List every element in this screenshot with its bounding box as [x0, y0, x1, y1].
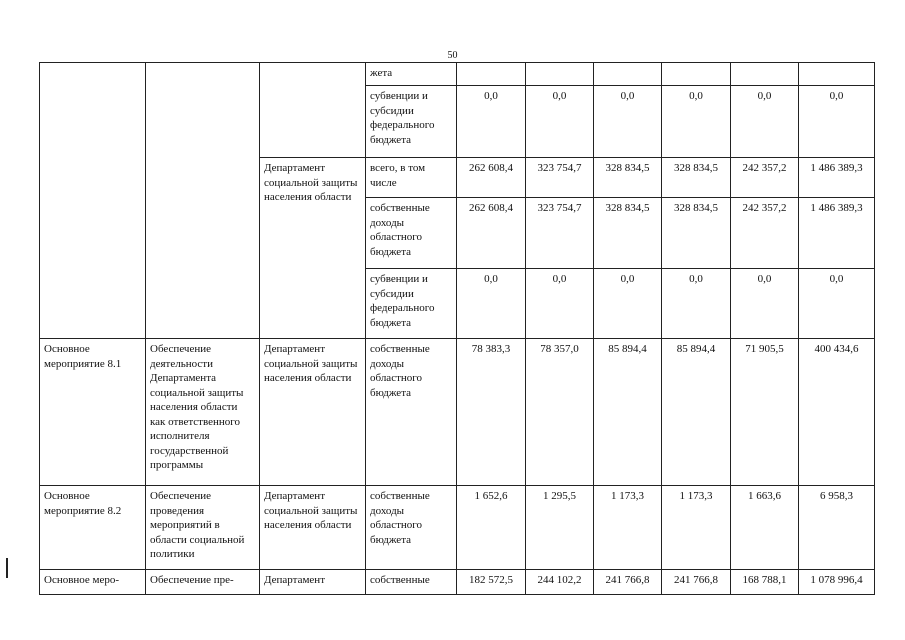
department-cell: Департамент социальной защиты населения области	[260, 339, 366, 486]
value-cell: 0,0	[594, 86, 662, 158]
value-cell: 328 834,5	[594, 158, 662, 198]
department-cell: Департамент социальной защиты населения области	[260, 486, 366, 570]
value-cell: 262 608,4	[457, 158, 526, 198]
value-cell	[731, 63, 799, 86]
value-cell: 1 173,3	[594, 486, 662, 570]
value-cell: 0,0	[594, 269, 662, 339]
value-cell: 0,0	[799, 269, 875, 339]
description-cell	[146, 63, 260, 339]
table-row	[40, 486, 875, 570]
value-cell: 328 834,5	[662, 158, 731, 198]
funding-source-cell: субвенции и субсидии федерального бюджета	[366, 269, 457, 339]
value-cell: 0,0	[457, 269, 526, 339]
value-cell: 241 766,8	[594, 570, 662, 595]
funding-source-cell: собственные доходы областного бюджета	[366, 339, 457, 486]
value-cell	[662, 63, 731, 86]
table-row	[40, 339, 875, 486]
value-cell: 323 754,7	[526, 198, 594, 269]
funding-source-cell: собственные	[366, 570, 457, 595]
funding-source-cell: субвенции и субсидии федерального бюджета	[366, 86, 457, 158]
funding-source-cell: собственные доходы областного бюджета	[366, 198, 457, 269]
value-cell: 328 834,5	[662, 198, 731, 269]
value-cell	[457, 63, 526, 86]
value-cell: 0,0	[799, 86, 875, 158]
value-cell: 242 357,2	[731, 158, 799, 198]
value-cell: 6 958,3	[799, 486, 875, 570]
value-cell: 262 608,4	[457, 198, 526, 269]
value-cell	[799, 63, 875, 86]
description-cell: Обеспечение пре-	[146, 570, 260, 595]
department-cell	[260, 63, 366, 158]
value-cell: 1 078 996,4	[799, 570, 875, 595]
value-cell: 1 652,6	[457, 486, 526, 570]
value-cell: 1 486 389,3	[799, 158, 875, 198]
measure-cell: Основное мероприятие 8.2	[40, 486, 146, 570]
funding-source-cell: собственные доходы областного бюджета	[366, 486, 457, 570]
table-row	[40, 570, 875, 595]
value-cell: 0,0	[526, 86, 594, 158]
budget-table	[39, 62, 875, 595]
table-row	[40, 63, 875, 86]
value-cell: 0,0	[526, 269, 594, 339]
value-cell: 0,0	[731, 86, 799, 158]
value-cell: 0,0	[662, 86, 731, 158]
value-cell: 0,0	[731, 269, 799, 339]
page-number: 50	[447, 50, 458, 61]
value-cell: 78 383,3	[457, 339, 526, 486]
value-cell: 1 663,6	[731, 486, 799, 570]
value-cell: 78 357,0	[526, 339, 594, 486]
value-cell: 85 894,4	[594, 339, 662, 486]
department-cell: Департамент социальной защиты населения области	[260, 158, 366, 339]
measure-cell: Основное меро-	[40, 570, 146, 595]
funding-source-cell: жета	[366, 63, 457, 86]
value-cell: 241 766,8	[662, 570, 731, 595]
value-cell: 244 102,2	[526, 570, 594, 595]
value-cell: 0,0	[457, 86, 526, 158]
value-cell	[594, 63, 662, 86]
value-cell: 1 486 389,3	[799, 198, 875, 269]
description-cell: Обеспечение деятельности Департамента социальной защиты населения области как ответственного исполнителя государственной программы	[146, 339, 260, 486]
value-cell: 168 788,1	[731, 570, 799, 595]
value-cell: 242 357,2	[731, 198, 799, 269]
scan-artifact-mark	[6, 558, 8, 578]
funding-source-cell: всего, в том числе	[366, 158, 457, 198]
value-cell: 85 894,4	[662, 339, 731, 486]
value-cell: 182 572,5	[457, 570, 526, 595]
value-cell: 71 905,5	[731, 339, 799, 486]
value-cell: 1 173,3	[662, 486, 731, 570]
measure-cell: Основное мероприятие 8.1	[40, 339, 146, 486]
value-cell: 1 295,5	[526, 486, 594, 570]
department-cell: Департамент	[260, 570, 366, 595]
value-cell: 0,0	[662, 269, 731, 339]
value-cell: 328 834,5	[594, 198, 662, 269]
value-cell	[526, 63, 594, 86]
measure-cell	[40, 63, 146, 339]
description-cell: Обеспечение проведения мероприятий в области социальной политики	[146, 486, 260, 570]
value-cell: 400 434,6	[799, 339, 875, 486]
value-cell: 323 754,7	[526, 158, 594, 198]
